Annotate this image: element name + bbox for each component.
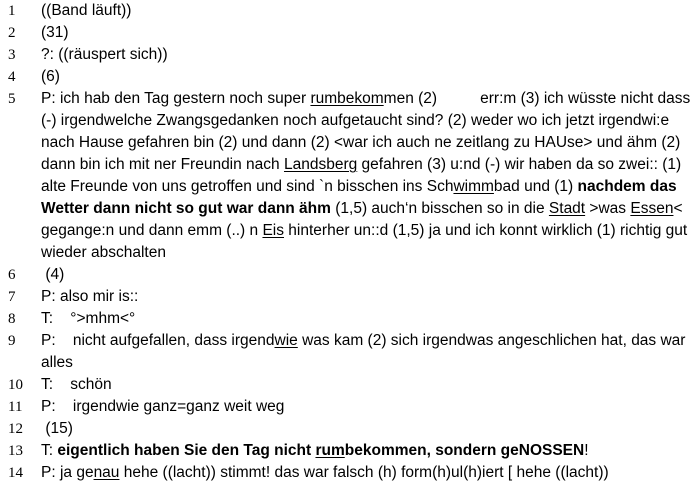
line-number: 9 bbox=[8, 333, 16, 349]
line-number: 13 bbox=[8, 443, 23, 459]
emphasized-text: Landsberg bbox=[283, 156, 358, 173]
transcript-line bbox=[0, 286, 700, 308]
line-text bbox=[41, 396, 691, 418]
text-segment: gefahren (3) u:nd (-) wir haben da so zwei:: (1) alte Freunde von uns getroffen und sind `n bisschen ins Sch bbox=[41, 156, 686, 195]
transcript-line bbox=[0, 88, 700, 264]
line-text bbox=[41, 330, 691, 374]
line-text bbox=[41, 22, 691, 44]
emphasized-text: rum bbox=[315, 442, 345, 459]
line-text bbox=[41, 418, 691, 440]
line-number: 14 bbox=[8, 465, 23, 481]
line-number: 3 bbox=[8, 47, 16, 63]
transcript-line bbox=[0, 330, 700, 374]
text-segment: (6) bbox=[41, 68, 60, 85]
text-segment: men (2) err:m (3) ich wüsste nicht dass (-) irgendwelche Zwangsgedanken noch aufgetaucht sind? (2) weder wo ich jetzt irgendwi:e nach Hause gefahren bin (2) und dann (2) <war ich auch ne zeitlang zu HAUse> und ähm (2) dann bin ich mit ner Freundin nach bbox=[41, 90, 695, 173]
text-segment: bad und (1) bbox=[493, 178, 578, 195]
text-segment: P: ich hab den Tag gestern noch super bbox=[41, 90, 311, 107]
text-segment: hinterher un::d (1,5) ja und ich konnt wirklich (1) richtig gut wieder abschalten bbox=[41, 222, 692, 261]
line-text bbox=[41, 440, 691, 462]
line-text bbox=[41, 44, 691, 66]
line-number: 11 bbox=[8, 399, 23, 415]
emphasized-text: nau bbox=[93, 464, 120, 481]
text-segment: T: bbox=[41, 442, 58, 459]
emphasized-text: rumbekom bbox=[310, 90, 384, 107]
line-number: 1 bbox=[8, 3, 16, 19]
text-segment: T: °>mhm<° bbox=[41, 310, 136, 327]
line-text bbox=[41, 462, 691, 484]
emphasized-text: Stadt bbox=[548, 200, 586, 217]
text-segment: ?: ((räuspert sich)) bbox=[41, 46, 168, 63]
text-segment: >was bbox=[585, 200, 631, 217]
text-segment: (15) bbox=[41, 420, 73, 437]
transcript-line bbox=[0, 374, 700, 396]
text-segment: P: ja ge bbox=[41, 464, 94, 481]
line-number: 4 bbox=[8, 69, 16, 85]
text-segment: P: irgendwie ganz=ganz weit weg bbox=[41, 398, 285, 415]
transcript-line bbox=[0, 0, 700, 22]
line-text bbox=[41, 264, 691, 286]
emphasized-text: wimm bbox=[453, 178, 494, 195]
transcript-line bbox=[0, 418, 700, 440]
transcript-line bbox=[0, 396, 700, 418]
transcript-line bbox=[0, 462, 700, 484]
line-number: 2 bbox=[8, 25, 16, 41]
transcript-line bbox=[0, 22, 700, 44]
text-segment: ((Band läuft)) bbox=[41, 2, 132, 19]
line-number: 10 bbox=[8, 377, 23, 393]
text-segment: hehe ((lacht)) stimmt! das war falsch (h) form(h)ul(h)iert [ hehe ((lacht)) bbox=[119, 464, 609, 481]
text-segment: T: schön bbox=[41, 376, 112, 393]
transcript-line bbox=[0, 66, 700, 88]
emphasized-text: wie bbox=[274, 332, 298, 349]
emphasized-text: Essen bbox=[630, 200, 674, 217]
line-text bbox=[41, 88, 695, 264]
transcript-line bbox=[0, 264, 700, 286]
line-text bbox=[41, 374, 691, 396]
line-text bbox=[41, 0, 691, 22]
text-segment: (4) bbox=[41, 266, 65, 283]
line-number: 12 bbox=[8, 421, 23, 437]
text-segment: was kam (2) sich irgendwas angeschlichen hat, das war alles bbox=[41, 332, 690, 371]
emphasized-text: eigentlich haben Sie den Tag nicht bbox=[57, 442, 316, 459]
line-number: 8 bbox=[8, 311, 16, 327]
line-text bbox=[41, 308, 691, 330]
transcript-line bbox=[0, 44, 700, 66]
emphasized-text: bekommen, sondern geNOSSEN bbox=[344, 442, 585, 459]
text-segment: ! bbox=[584, 442, 589, 459]
line-number: 7 bbox=[8, 289, 16, 305]
transcript-line bbox=[0, 440, 700, 462]
text-segment: P: also mir is:: bbox=[41, 288, 139, 305]
line-text bbox=[41, 286, 691, 308]
line-number: 5 bbox=[8, 91, 16, 107]
emphasized-text: Eis bbox=[262, 222, 284, 239]
text-segment: < gegange:n und dann emm (..) n bbox=[41, 200, 687, 239]
transcript-line bbox=[0, 308, 700, 330]
text-segment: (31) bbox=[41, 24, 69, 41]
line-text bbox=[41, 66, 691, 88]
line-number: 6 bbox=[8, 267, 16, 283]
text-segment: (1,5) auch‘n bisschen so in die bbox=[330, 200, 549, 217]
emphasized-text: nachdem das Wetter dann nicht so gut war dann ähm bbox=[41, 178, 681, 217]
text-segment: P: nicht aufgefallen, dass irgend bbox=[41, 332, 275, 349]
